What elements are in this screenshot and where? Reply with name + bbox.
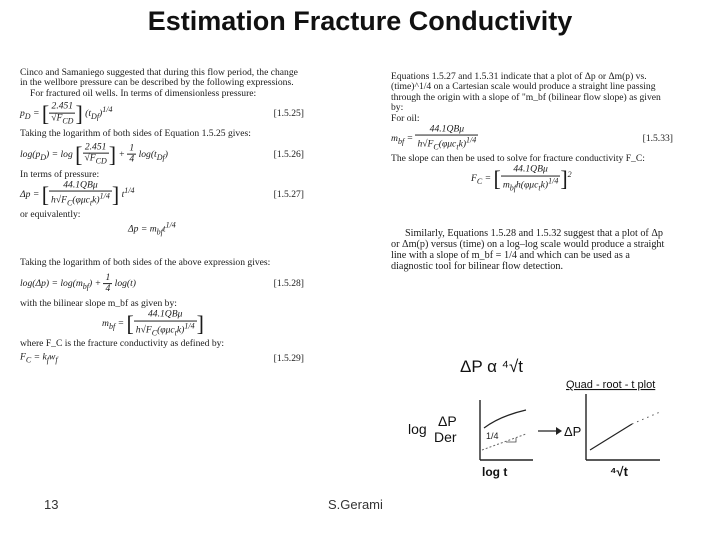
page-number: 13	[44, 497, 59, 512]
slope-label: 1/4	[486, 431, 499, 441]
taking-log-1525-text: Taking the logarithm of both sides of Equation 1.5.25 gives:	[20, 128, 251, 140]
equation-number: [1.5.29]	[273, 352, 304, 364]
equation-1-5-29: $F_C = k_fw_f$ [1.5.29]	[20, 351, 304, 364]
taking-log-above-text: Taking the logarithm of both sides of the above expression gives:	[20, 257, 271, 269]
in-terms-of-pressure-text: In terms of pressure:	[20, 168, 100, 180]
straight-line-fit	[590, 424, 632, 450]
equation-number: [1.5.33]	[642, 132, 673, 144]
equation-1-5-25: $p_D$ = [ $\frac{2.451}{√F_{CD}}$ ] $(t_{Df})^{1/4}$ [1.5.25]	[20, 100, 304, 127]
slide-title: Estimation Fracture Conductivity	[147, 6, 573, 36]
equation-fc: $F_C$ = [ $\frac{\text{44.1QBμ}}{m_{bf}h(\varphi\mu c_tk)^{1/4}}$ ]$^2$	[471, 163, 572, 193]
quad-root-label: Quad - root - t plot	[566, 379, 656, 391]
extrapolation-line	[632, 412, 660, 424]
similarly-paragraph: Similarly, Equations 1.5.28 and 1.5.32 suggest that a plot of Δp or Δm(p) versus (time) on a log–log scale would produce a straight line with a slope of m_bf = 1/4 and which can be used as a diagnostic tool for bilinear flow detection.	[391, 228, 667, 273]
der-label: Der	[434, 429, 457, 445]
equation-number: [1.5.26]	[273, 148, 304, 160]
right-column	[391, 72, 673, 272]
equation-1-5-26: $\log(p_D) = \log$ [ $\frac{2.451}{√F_{CD}}$ ] + $\frac{1}{4}$ $\log(t_{Df})$ [1.5.26]	[20, 141, 304, 167]
bilinear-slope-text: with the bilinear slope m_bf as given by:	[20, 297, 177, 309]
fracture-conductivity-text: where F_C is the fracture conductivity as defined by:	[20, 338, 225, 350]
arrow-head-icon	[556, 427, 562, 435]
log-label: log	[408, 421, 427, 437]
intro-paragraph: Cinco and Samaniego suggested that during this flow period, the change in the wellbore pressure can be described by the following expressions.	[20, 67, 301, 89]
equation-dp-mbf: $\Delta p = m_{bf}t^{1/4}$	[128, 220, 176, 237]
slope-triangle	[506, 438, 516, 442]
for-oil-text: For oil:	[391, 112, 420, 124]
dp-left-label: ΔP	[438, 413, 457, 429]
bilinear-flow-diagram	[398, 350, 698, 490]
dp-right-label: ΔP	[564, 424, 582, 439]
equation-1-5-28: $\log(\Delta p) = \log(m_{bf})$ + $\frac{1}{4}$ log(t) [1.5.28]	[20, 271, 304, 295]
equation-number: [1.5.28]	[273, 277, 304, 289]
equation-1-5-33: $m_{bf}$ = $\frac{\text{44.1QBμ}}{h√F_C(\varphi\mu c_tk)^{1/4}}$ [1.5.33]	[391, 123, 673, 153]
author-footer: S.Gerami	[328, 497, 383, 512]
derivative-curve	[484, 410, 526, 428]
equation-number: [1.5.27]	[273, 188, 304, 200]
fractured-wells-text: For fractured oil wells. In terms of dimensionless pressure:	[30, 87, 257, 99]
equation-number: [1.5.25]	[273, 108, 304, 120]
equation-mbf: $m_{bf}$ = [ $\frac{\text{44.1QBμ}}{h√F_C(\varphi\mu c_tk)^{1/4}}$ ]	[102, 308, 204, 338]
log-t-label: log t	[482, 465, 508, 479]
equations-paragraph: Equations 1.5.27 and 1.5.31 indicate that a plot of Δp or Δm(p) vs. (time)^1/4 on a Cartesian scale would produce a straight line passing through the origin with a slope of "m_bf (bilinear flow slope) as given by:	[391, 71, 664, 114]
or-equivalently-text: or equivalently:	[20, 209, 81, 221]
proportionality-label: ΔP α ⁴√t	[460, 357, 524, 376]
equation-1-5-27: Δp = [ $\frac{\text{44.1QBμ}}{h√F_C(\varphi\mu c_tk)^{1/4}}$ ] $t^{1/4}$ [1.5.27]	[20, 179, 304, 209]
slope-paragraph: The slope can then be used to solve for fracture conductivity F_C:	[391, 153, 645, 165]
fourth-root-t-label: ⁴√t	[610, 464, 628, 479]
left-column	[20, 68, 304, 368]
